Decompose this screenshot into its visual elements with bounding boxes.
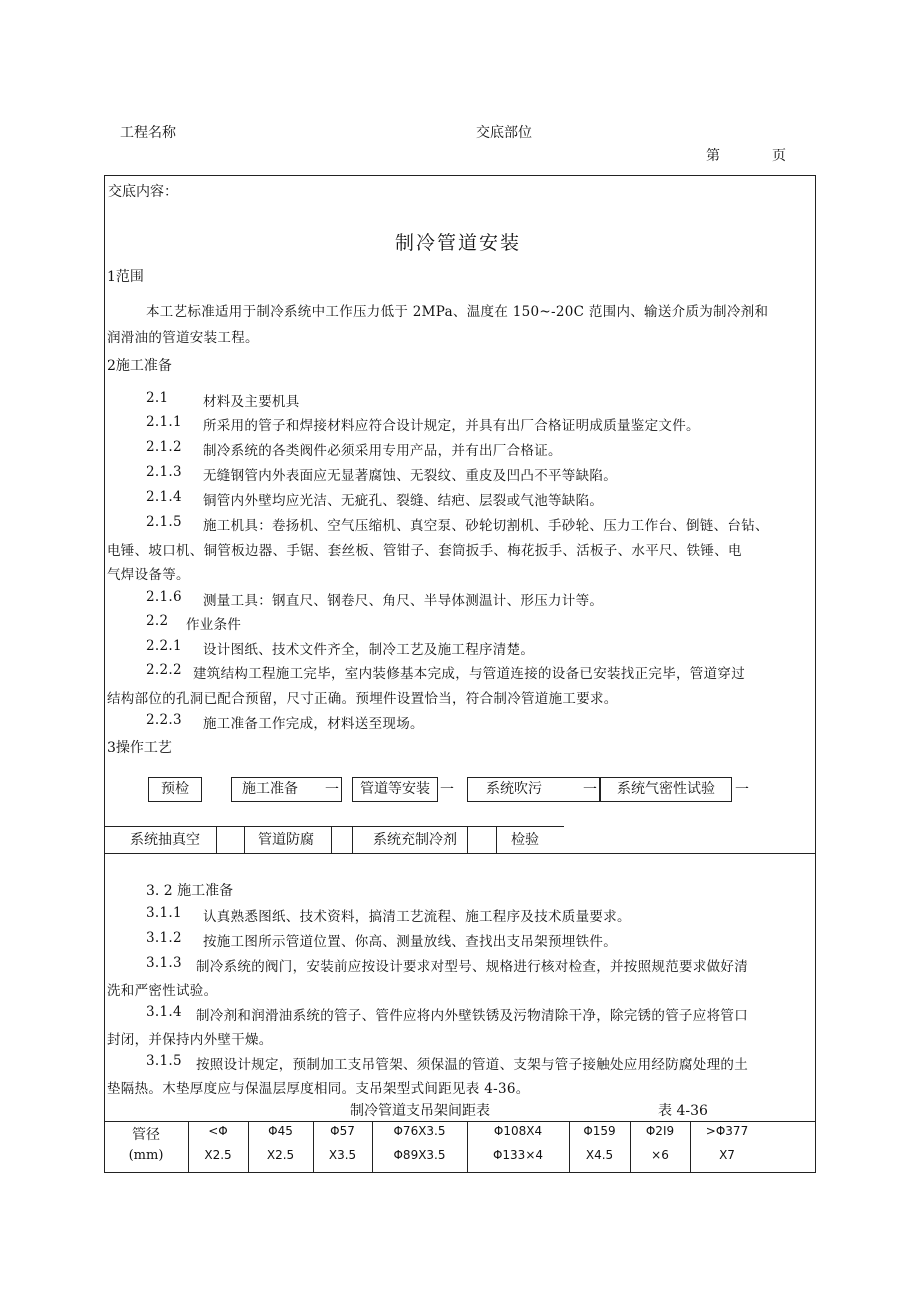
section-3-2-heading: 3. 2 施工准备: [146, 883, 234, 899]
flow-row2-sep: [467, 826, 468, 853]
table-cell: ×6: [651, 1148, 669, 1162]
flow-row2-sep: [331, 826, 332, 853]
item-text-cont: 封闭，并保持内外壁干燥。: [107, 1032, 273, 1048]
flow-step-anticorrosion: 管道防腐: [258, 832, 314, 848]
item-text: 作业条件: [186, 617, 242, 633]
table-cell: Φ2I9: [645, 1124, 675, 1138]
item-num: 2.1.2: [146, 439, 182, 455]
table-cell: X4.5: [585, 1148, 614, 1162]
item-text: 认真熟悉图纸、技术资料，搞清工艺流程、施工程序及技术质量要求。: [203, 909, 631, 925]
table-cell: X7: [719, 1148, 735, 1162]
section-1-para-line2: 润滑油的管道安装工程。: [107, 330, 259, 346]
flow-step-precheck: 预检: [148, 777, 202, 802]
item-num: 2.2.3: [146, 712, 182, 728]
table-cell: <Φ: [208, 1124, 228, 1138]
item-num: 2.1.3: [146, 464, 182, 480]
flow-step-vacuum: 系统抽真空: [130, 832, 200, 848]
location-label: 交底部位: [476, 125, 532, 141]
flow-row2-sep: [496, 826, 497, 853]
item-num: 2.2.2: [146, 662, 182, 678]
section-3-heading: 3操作工艺: [107, 740, 172, 756]
item-num: 2.1.5: [146, 514, 182, 530]
project-name-label: 工程名称: [120, 125, 176, 141]
item-num: 2.1.6: [146, 589, 182, 605]
item-text: 无缝钢管内外表面应无显著腐蚀、无裂纹、重皮及凹凸不平等缺陷。: [203, 468, 617, 484]
item-text: 建筑结构工程施工完毕，室内装修基本完成，与管道连接的设备已安装找正完毕，管道穿过: [193, 666, 745, 682]
table-caption: 制冷管道支吊架间距表: [350, 1103, 490, 1119]
section-1-heading: 1范围: [107, 269, 144, 285]
table-cell: X2.5: [266, 1148, 295, 1162]
item-text: 设计图纸、技术文件齐全，制冷工艺及施工程序清楚。: [203, 642, 535, 658]
flow-row2-sep: [352, 826, 353, 853]
table-cell: Φ57: [330, 1124, 355, 1138]
item-text: 按施工图所示管道位置、你高、测量放线、查找出支吊架预埋铁件。: [203, 934, 617, 950]
section-1-para-line1: 本工艺标准适用于制冷系统中工作压力低于 2MPa、温度在 150~-20C 范围内、输送介质为制冷剂和: [146, 304, 769, 320]
item-text: 制冷系统的阀门，安装前应按设计要求对型号、规格进行核对检查，并按照规范要求做好清: [196, 959, 748, 975]
item-num: 3.1.3: [146, 955, 182, 971]
item-num: 2.2.1: [146, 638, 182, 654]
flow-arrow: 一: [583, 782, 597, 798]
item-num: 2.1: [146, 390, 169, 406]
document-title: 制冷管道安装: [395, 232, 522, 254]
table-cell: Φ159: [583, 1124, 616, 1138]
table-cell: Φ76X3.5: [393, 1124, 446, 1138]
item-text: 铜管内外壁均应光洁、无疵孔、裂缝、结疤、层裂或气池等缺陷。: [203, 493, 604, 509]
item-text: 制冷剂和润滑油系统的管子、管件应将内外壁铁锈及污物清除干净，除完锈的管子应将管口: [196, 1008, 748, 1024]
item-num: 3.1.5: [146, 1053, 182, 1069]
section-2-heading: 2施工准备: [107, 358, 172, 374]
flow-step-prep: 施工准备: [231, 777, 342, 802]
flow-step-pipe-install: 管道等安装: [352, 777, 438, 802]
item-text-cont: 电锤、坡口机、铜管板边器、手锯、套丝板、管钳子、套筒扳手、梅花扳手、活板子、水平尺、铁锤、电: [107, 543, 742, 559]
content-label: 交底内容：: [108, 184, 178, 200]
table-cell: >Φ377: [705, 1124, 749, 1138]
flow-step-airtight-test: 系统气密性试验: [600, 777, 732, 802]
item-text: 测量工具：钢直尺、钢卷尺、角尺、半导体测温计、形压力计等。: [203, 593, 604, 609]
item-text: 制冷系统的各类阀件必须采用专用产品，并有出厂合格证。: [203, 443, 562, 459]
item-text: 所采用的管子和焊接材料应符合设计规定，并具有出厂合格证明成质量鉴定文件。: [203, 418, 700, 434]
flow-row2-sep: [216, 826, 217, 853]
item-text: 施工准备工作完成，材料送至现场。: [203, 716, 424, 732]
item-text-cont: 气焊设备等。: [107, 567, 190, 583]
table-cell: Φ45: [268, 1124, 293, 1138]
flow-arrow: 一: [735, 782, 749, 798]
flow-arrow: 一: [440, 782, 454, 798]
page-prefix: 第: [706, 148, 720, 164]
flow-step-inspection: 检验: [511, 832, 539, 848]
table-cell: Φ108X4: [493, 1124, 543, 1138]
item-text-cont: 垫隔热。木垫厚度应与保温层厚度相同。支吊架型式间距见表 4-36。: [107, 1081, 530, 1097]
divider-after-flow: [104, 853, 816, 854]
item-num: 3.1.1: [146, 905, 182, 921]
item-text: 材料及主要机具: [203, 394, 300, 410]
table-row-label: 管径: [132, 1127, 160, 1143]
table-cell: X3.5: [328, 1148, 357, 1162]
flow-step-charge-refrigerant: 系统充制冷剂: [373, 832, 457, 848]
flow-arrow: 一: [325, 782, 339, 798]
table-cell: Φ133×4: [492, 1148, 544, 1162]
flow-row2-top-line: [104, 826, 564, 827]
item-text-cont: 结构部位的孔洞已配合预留，尺寸正确。预埋件设置恰当，符合制冷管道施工要求。: [107, 691, 618, 707]
flow-row2-sep: [244, 826, 245, 853]
item-text: 按照设计规定，预制加工支吊管架、须保温的管道、支架与管子接触处应用经防腐处理的土: [196, 1057, 748, 1073]
item-text-cont: 洗和严密性试验。: [107, 983, 218, 999]
table-row-label-unit: (mm): [128, 1148, 164, 1163]
page-suffix: 页: [772, 148, 786, 164]
item-text: 施工机具：卷扬机、空气压缩机、真空泵、砂轮切割机、手砂轮、压力工作台、倒链、台钻、: [203, 518, 769, 534]
item-num: 2.2: [146, 613, 169, 629]
item-num: 2.1.4: [146, 489, 182, 505]
flow-step-purge: 系统吹污: [467, 777, 600, 802]
table-cell: Φ89X3.5: [393, 1148, 446, 1162]
table-cell: X2.5: [204, 1148, 232, 1162]
table-number: 表 4-36: [658, 1103, 708, 1119]
item-num: 3.1.4: [146, 1004, 182, 1020]
item-num: 2.1.1: [146, 414, 182, 430]
table-top-border: [104, 1121, 816, 1122]
item-num: 3.1.2: [146, 930, 182, 946]
